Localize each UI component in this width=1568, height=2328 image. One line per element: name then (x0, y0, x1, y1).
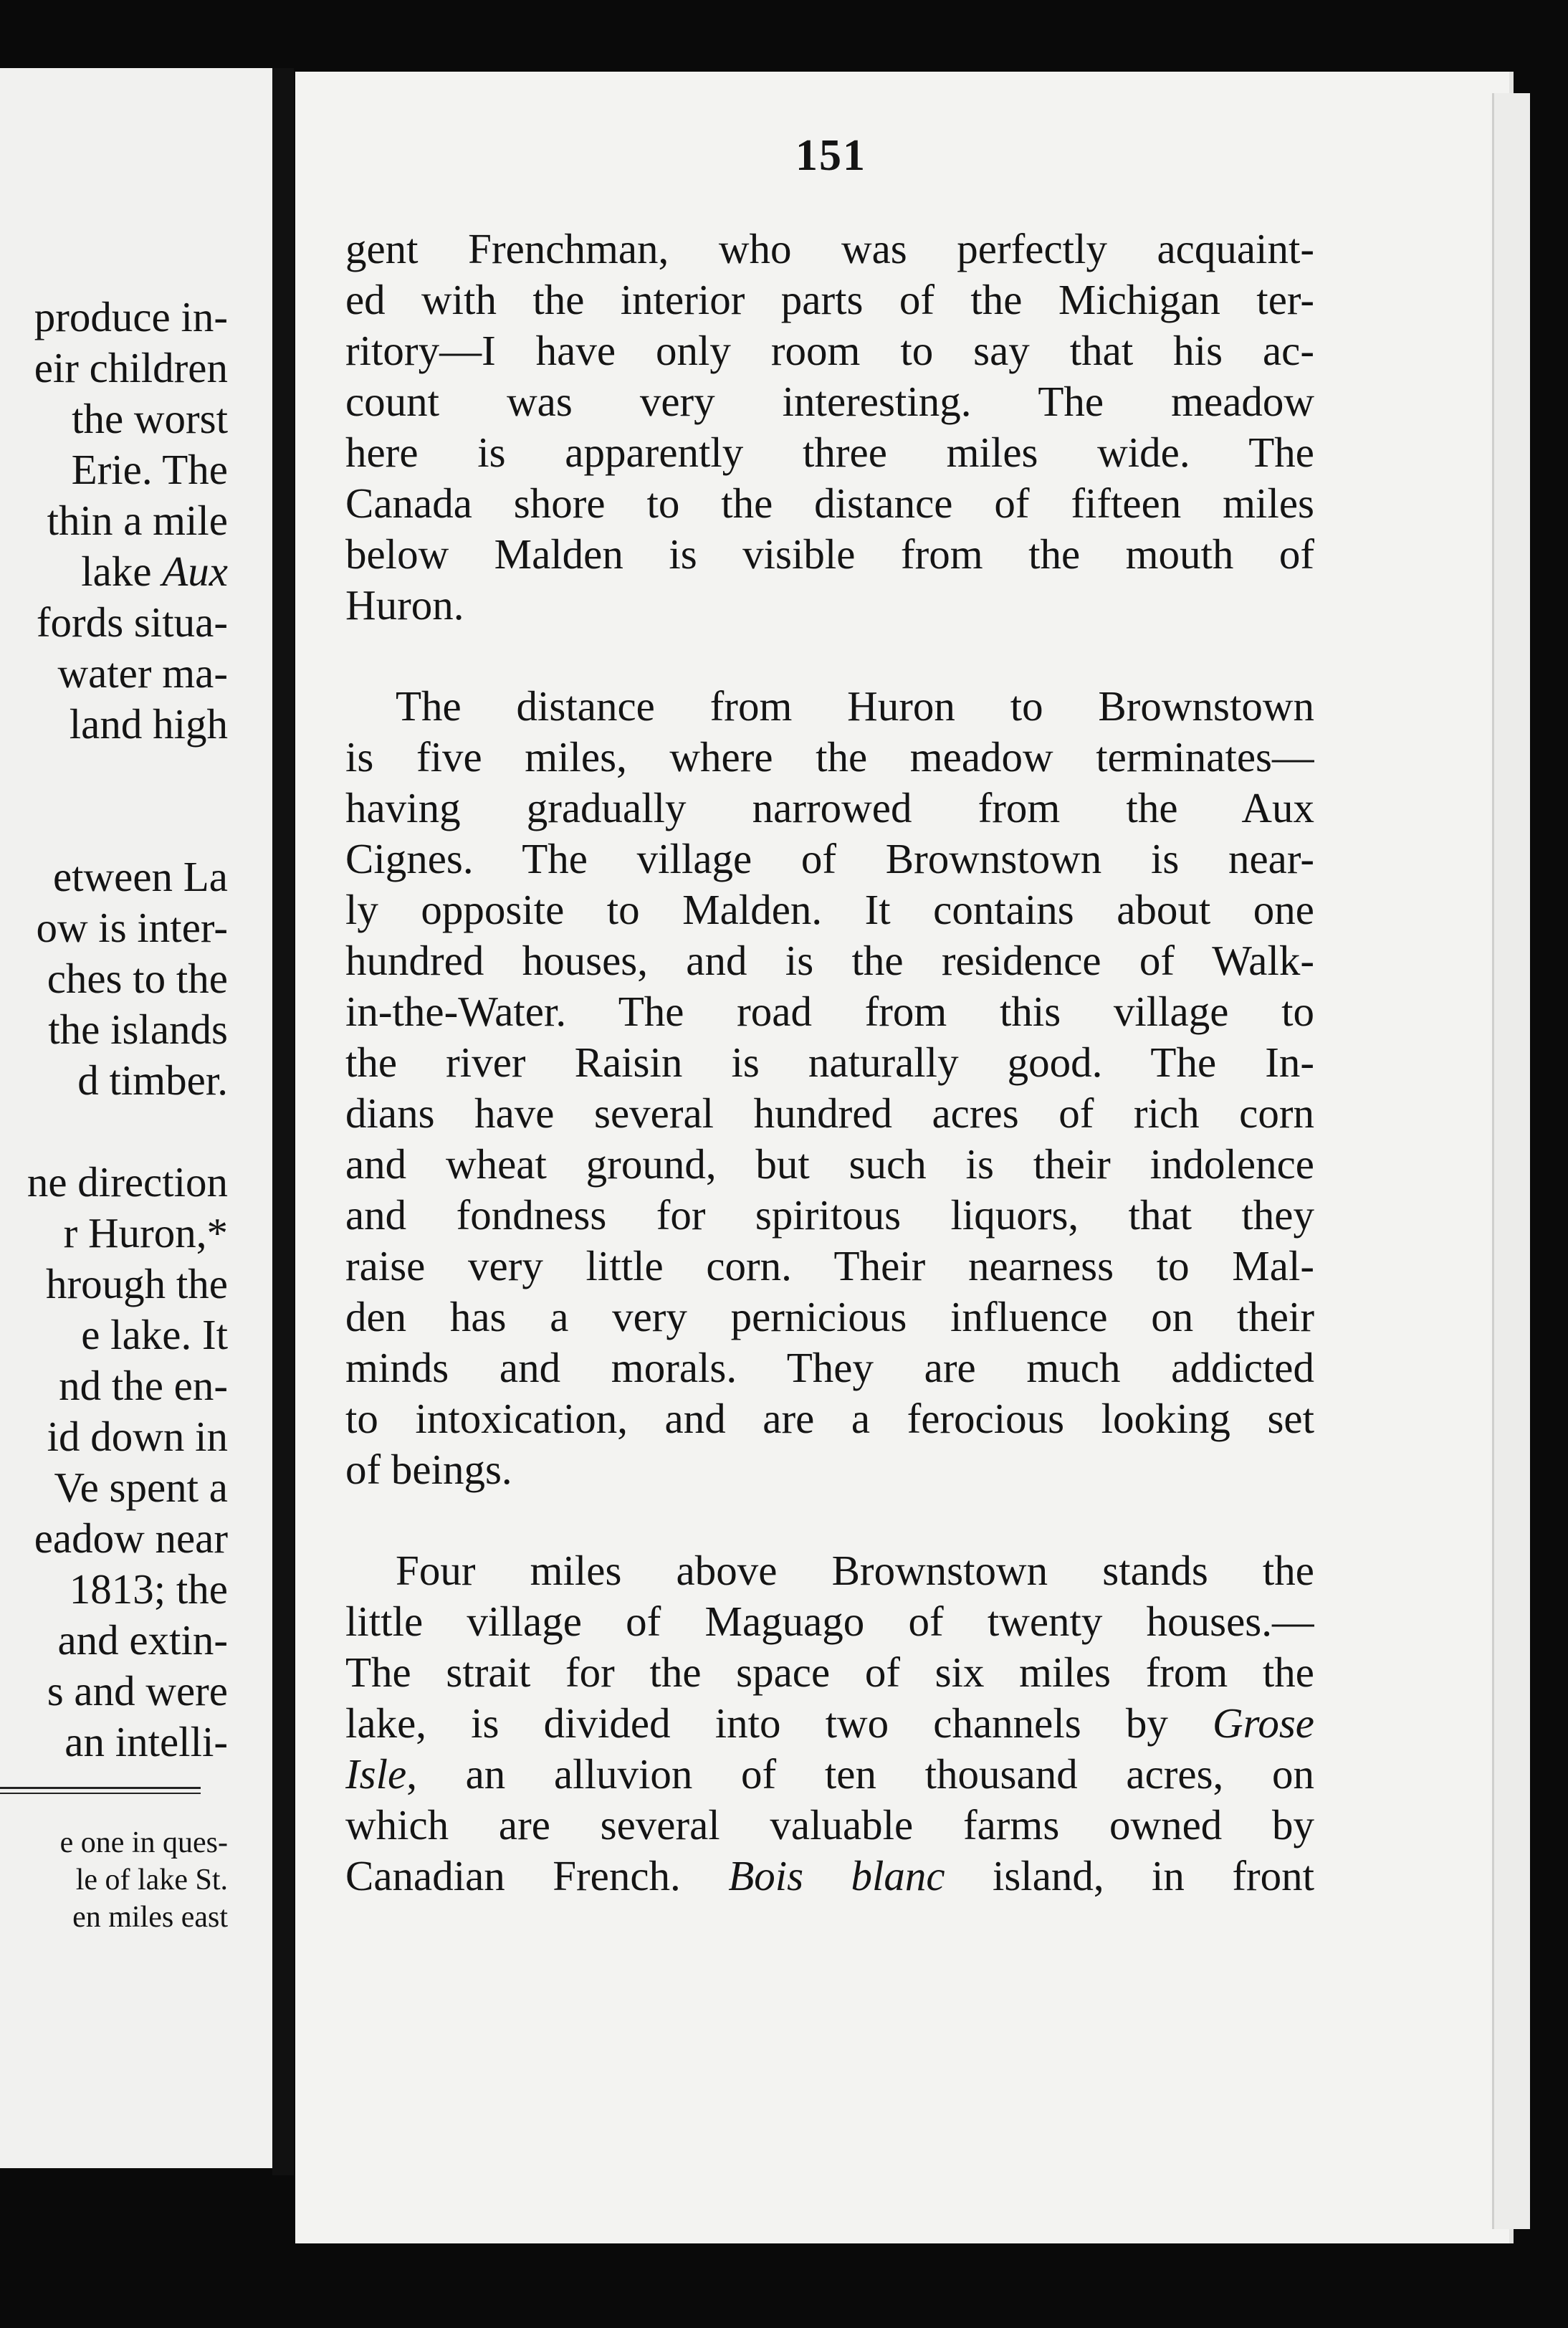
text-line: below Malden is visible from the mouth of (345, 530, 1314, 578)
fragment-line (0, 1106, 228, 1157)
footnote-line: e one in ques- (59, 1826, 228, 1859)
text-line: is five miles, where the meadow terminates— (345, 733, 1314, 781)
fragment-line: Erie. The (71, 446, 228, 493)
text-line: little village of Maguago of twenty houses.— (345, 1598, 1314, 1645)
page-body-text (345, 224, 1314, 1902)
footnote-line: le of lake St. (75, 1864, 228, 1897)
fragment-line (0, 801, 228, 851)
text-line: the river Raisin is naturally good. The In- (345, 1039, 1314, 1086)
text-line: and fondness for spiritous liquors, that they (345, 1191, 1314, 1239)
footnote-line: en miles east (72, 1901, 228, 1934)
text-line: minds and morals. They are much addicted (345, 1344, 1314, 1391)
fragment-line: eadow near (34, 1514, 228, 1562)
previous-page-footnote (0, 1824, 228, 1936)
fragment-line: etween La (52, 853, 228, 900)
fragment-line: lake Aux (81, 548, 228, 595)
fragment-line: ow is inter- (36, 904, 228, 951)
fragment-line: produce in- (34, 293, 228, 340)
text-line: lake, is divided into two channels by Grose (345, 1699, 1314, 1747)
fragment-line: ches to the (47, 955, 228, 1002)
text-line: which are several valuable farms owned by (345, 1801, 1314, 1848)
fragment-line: ne direction (27, 1158, 228, 1206)
page-number: 151 (795, 131, 866, 180)
text-line: and wheat ground, but such is their indolence (345, 1140, 1314, 1188)
text-line: ritory—I have only room to say that his ac- (345, 327, 1314, 374)
text-line: raise very little corn. Their nearness to Mal- (345, 1242, 1314, 1289)
paragraph-gap (345, 1495, 1314, 1545)
text-line: Cignes. The village of Brownstown is near- (345, 835, 1314, 882)
fragment-line: hrough the (46, 1260, 228, 1307)
text-line: The strait for the space of six miles from the (345, 1649, 1314, 1696)
fragment-line: Ve spent a (54, 1464, 228, 1511)
text-line: count was very interesting. The meadow (345, 378, 1314, 425)
fragment-line: id down in (47, 1413, 228, 1460)
text-line: The distance from Huron to Brownstown (396, 682, 1314, 730)
text-line: Canadian French. Bois blanc island, in front (345, 1852, 1314, 1899)
previous-page-fragment (0, 68, 272, 2168)
fragment-line: an intelli- (64, 1718, 228, 1765)
text-line: of beings. (345, 1446, 512, 1493)
fragment-line: e lake. It (81, 1311, 228, 1358)
fragment-line: eir children (34, 344, 228, 391)
text-line: hundred houses, and is the residence of Walk- (345, 937, 1314, 984)
text-line: Canada shore to the distance of fifteen miles (345, 480, 1314, 527)
fragment-line: d timber. (77, 1056, 228, 1104)
text-line: to intoxication, and are a ferocious looking set (345, 1395, 1314, 1442)
text-line: in-the-Water. The road from this village to (345, 988, 1314, 1035)
footnote-rule (0, 1787, 201, 1794)
text-line: dians have several hundred acres of rich corn (345, 1089, 1314, 1137)
text-line: gent Frenchman, who was perfectly acquaint- (345, 225, 1314, 272)
text-line: Four miles above Brownstown stands the (396, 1547, 1314, 1594)
text-line: ly opposite to Malden. It contains about one (345, 886, 1314, 933)
text-line: Huron. (345, 581, 464, 629)
fragment-line: s and were (47, 1667, 228, 1714)
text-line: here is apparently three miles wide. The (345, 429, 1314, 476)
fragment-line: thin a mile (47, 497, 228, 544)
text-line: den has a very pernicious influence on their (345, 1293, 1314, 1340)
page-edge (1492, 93, 1530, 2229)
fragment-line: the worst (72, 395, 228, 442)
fragment-line (0, 750, 228, 801)
fragment-line: nd the en- (59, 1362, 228, 1409)
previous-page-text (0, 292, 228, 1768)
fragment-line: 1813; the (69, 1565, 228, 1613)
text-line: Isle, an alluvion of ten thousand acres, on (345, 1750, 1314, 1798)
fragment-line: land high (69, 700, 228, 748)
fragment-line: r Huron,* (63, 1209, 228, 1256)
fragment-line: the islands (48, 1006, 228, 1053)
paragraph-gap (345, 631, 1314, 681)
text-line: having gradually narrowed from the Aux (345, 784, 1314, 831)
book-gutter (272, 68, 294, 2175)
fragment-line: fords situa- (36, 598, 228, 646)
fragment-line: and extin- (57, 1616, 228, 1664)
fragment-line: water ma- (57, 649, 228, 697)
text-line: ed with the interior parts of the Michigan ter- (345, 276, 1314, 323)
